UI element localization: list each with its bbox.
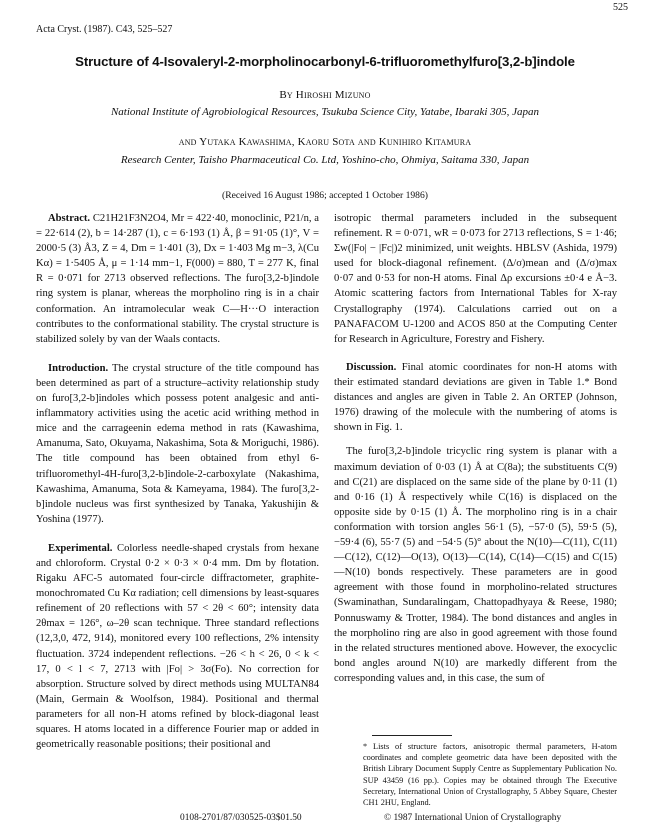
- footnote: * Lists of structure factors, anisotropic thermal parameters, H-atom coordinates and complete geometric data have been deposited with the British Library Document Supply Centre as Supplementary Publication No. SUP 43459 (16 pp.). Copies may be obtained through The Executive Secretary, International Union of Crystallography, 5 Abbey Square, Chester CH1 2HU, England.: [363, 742, 617, 808]
- experimental-heading: Experimental.: [48, 542, 113, 554]
- publication-code: 0108-2701/87/030525-03$01.50: [180, 813, 302, 823]
- refinement-paragraph: isotropic thermal parameters included in the subsequent refinement. R = 0·071, wR = 0·073 for 2713 reflections, S = 1·46; Σw(|Fo| − |Fc|)2 minimized, unit weights. HBLSV (Ashida, 1979) used for block-diagonal refinement. (Δ/σ)mean and (Δ/σ)max 0·07 and 0·53 for non-H atoms. Final Δρ excursions ±0·4 e Å−3. Atomic scattering factors from International Tables for X-ray Crystallography (1974). Calculations carried out on a PANAFACOM U-1200 and ACOS 850 at the Computing Center for Research in Agriculture, Forestry and Fishery.: [334, 213, 617, 345]
- discussion-paragraph-2: The furo[3,2-b]indole tricyclic ring system is planar with a maximum deviation of 0·03 (1) Å at C(8a); the substituents C(9) and C(21) are displaced on the same side of the plane by 0·11 (1) and 0·16 (1) Å respectively while C(16) is displaced on the opposite side by 0·15 (1) Å. The morpholino ring is in a chair conformation with torsion angles 56·1 (5), −57·0 (5), 59·5 (5), −59·4 (6), 55·7 (5) and −54·5 (5)° about the N(10)—C(11), C(11)—C(12), C(12)—O(13), O(13)—C(14), C(14)—C(15) and C(15)—N(10) bonds respectively. These parameters are in good agreement with those found in morpholino-related structures (Swaminathan, Sundaralingam, Chattopadhyaya & Reese, 1980; Ponnuswamy & Trotter, 1984). The bond distances and angles in the morpholino ring are also in good agreement with those found in the related structures mentioned above. However, the exocyclic bond angles around N(10) are markedly different from the corresponding values and, in this case, the sum of: [334, 446, 617, 684]
- author-line-2: and Yutaka Kawashima, Kaoru Sota and Kunihiro Kitamura: [178, 136, 472, 148]
- right-column-discussion: [334, 360, 617, 686]
- abstract-text: C21H21F3N2O4, Mr = 422·40, monoclinic, P21/n, a = 22·614 (2), b = 14·287 (1), c = 6·193 (1) Å, β = 91·05 (1)°, V = 2000·5 (3) Å3, Z = 4, Dm = 1·401 (3), Dx = 1·403 Mg m−3, λ(Cu Kα) = 1·5405 Å, μ = 1·14 mm−1, F(000) = 880, T = 277 K, final R = 0·071 for 2713 observed reflections. The furo[3,2-b]indole ring system is planar, whereas the morpholino ring is in a chair conformation. An intramolecular weak C—H···O interaction contributes to the conformational stability. The crystal structure is stabilized solely by van der Waals contacts.: [36, 213, 319, 345]
- right-column-top: [334, 211, 617, 347]
- author-line-1: By Hiroshi Mizuno: [279, 89, 371, 101]
- abstract-paragraph: [36, 211, 319, 347]
- discussion-heading: Discussion.: [346, 362, 397, 373]
- left-column: [36, 211, 319, 752]
- abstract-heading: Abstract.: [48, 213, 91, 224]
- article-title: Structure of 4-Isovaleryl-2-morpholinocarbonyl-6-trifluoromethylfuro[3,2-b]indole: [75, 54, 575, 69]
- journal-citation: Acta Cryst. (1987). C43, 525–527: [36, 24, 173, 35]
- discussion-paragraph: [334, 360, 617, 435]
- copyright-notice: © 1987 International Union of Crystallography: [384, 813, 562, 823]
- introduction-text: The crystal structure of the title compound has been determined as part of a structure–activity relationship study on furo[3,2-b]indoles which possess potent analgesic and anti-inflammatory activities using the acetic acid writhing method in mice and the carrageenin edema method in rats (Kawashima, Amanuma, Sato, Okuyama, Nakashima, Sota & Moriguchi, 1986). The title compound has been obtained from ethyl 6-trifluoromethyl-4H-furo[3,2-b]indole-2-carboxylate (Nakashima, Kawashima, Amanuma, Sota & Kameyama, 1984). The furo[3,2-b]indole nucleus was first synthesized by Tanaka, Yakushijin & Yoshina (1977).: [36, 362, 319, 525]
- footnote-rule: [372, 735, 452, 736]
- discussion-text: Final atomic coordinates for non-H atoms with their estimated standard deviations are given in Table 1.* Bond distances and angles are given in Table 2. An ORTEP (Johnson, 1976) drawing of the molecule with the numbering of atoms is shown in Fig. 1.: [334, 362, 618, 434]
- affiliation-2: Research Center, Taisho Pharmaceutical Co. Ltd, Yoshino-cho, Ohmiya, Saitama 330, Japan: [120, 154, 530, 166]
- affiliation-1: National Institute of Agrobiological Resources, Tsukuba Science City, Yatabe, Ibaraki 305, Japan: [110, 106, 540, 118]
- experimental-text: Colorless needle-shaped crystals from hexane and chloroform. Crystal 0·2 × 0·3 × 0·4 mm. Dm by flotation. Rigaku AFC-5 automated four-circle diffractometer, graphite-monochromated Cu Kα radiation; cell dimensions by least-squares refinement of 20 reflections with 57 < 2θ < 60°; intensity data 2θmax = 126°, ω–2θ scan technique. Three standard reflections (12,3,0, 472, 914), monitored every 100 reflections, 2% intensity fluctuation. 3724 independent reflections. −26 < h < 26, 0 < k < 17, 0 < l < 7, 2713 with |Fo| > 3σ(Fo). No correction for absorption. Structure solved by direct methods using MULTAN84 (Main, Germain & Woolfson, 1984). Positional and thermal parameters for all non-H atoms refined by block-diagonal least squares. H atoms located in a difference Fourier map or added in geometrically reasonable positions; their positional and: [36, 542, 320, 751]
- introduction-paragraph: [36, 361, 319, 527]
- introduction-heading: Introduction.: [48, 362, 109, 374]
- page-number: 525: [613, 2, 628, 13]
- received-dates: (Received 16 August 1986; accepted 1 October 1986): [222, 190, 428, 201]
- experimental-paragraph: [36, 541, 319, 752]
